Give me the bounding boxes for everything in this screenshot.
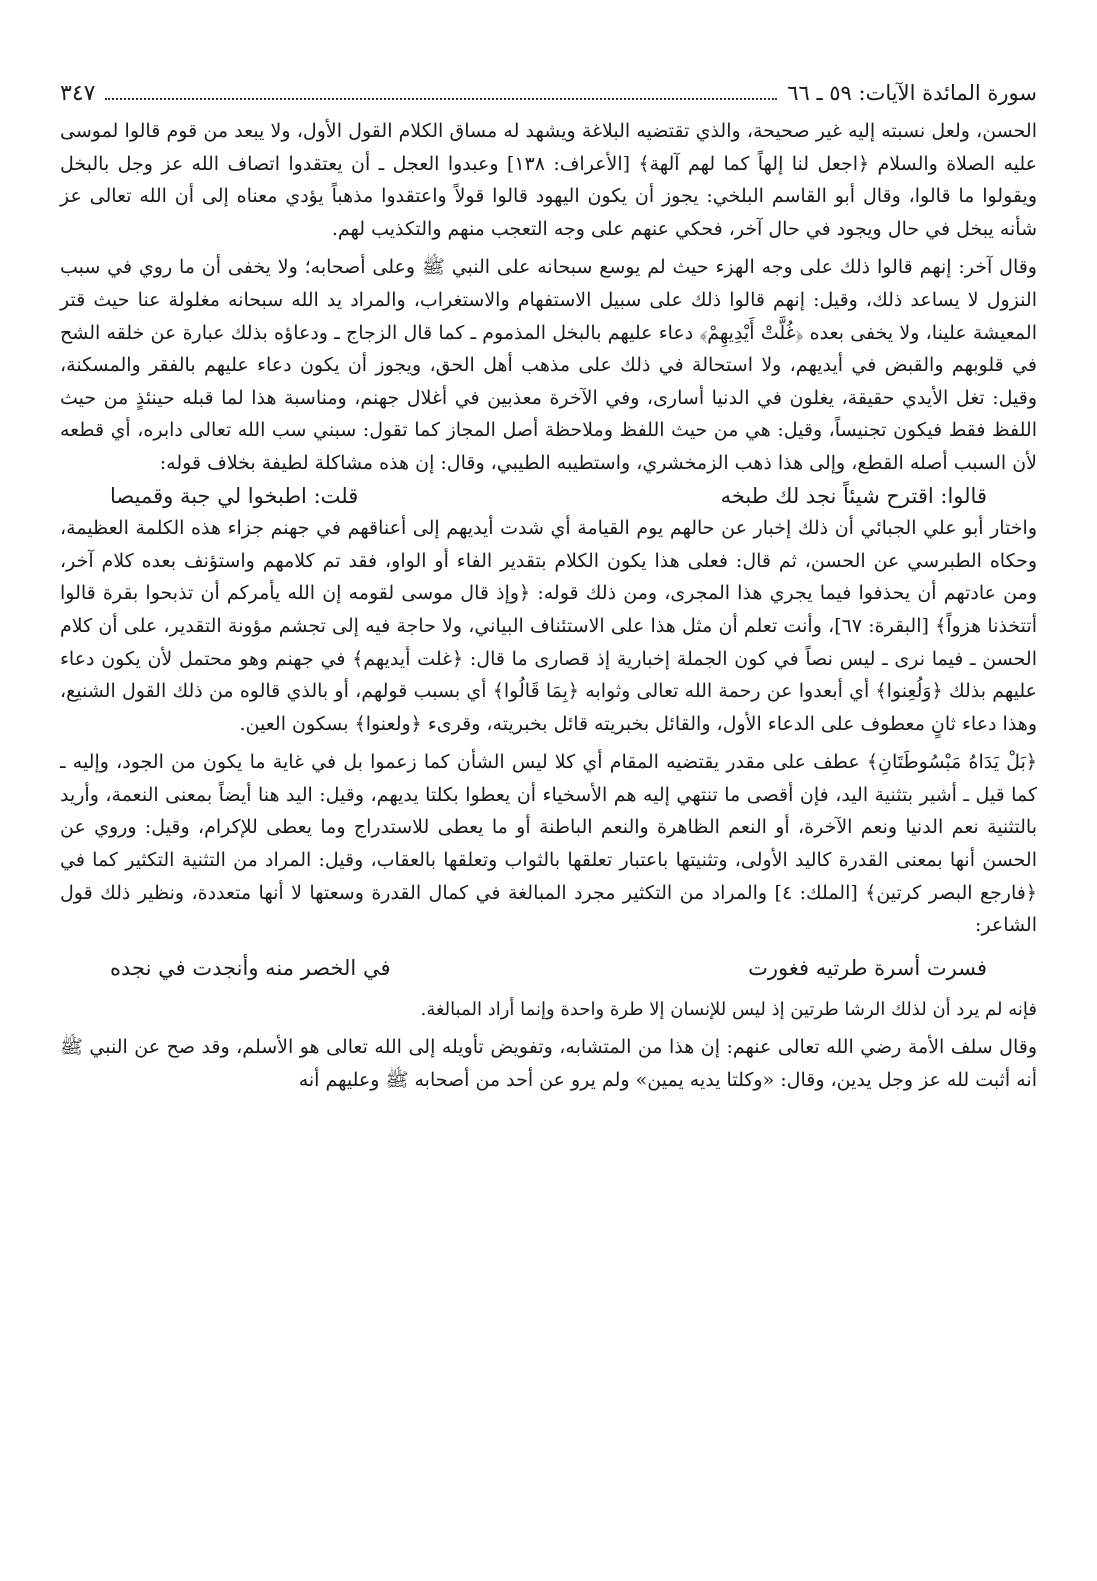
- document-page: [60, 78, 1037, 1097]
- paragraph-4: ﴿بَلْ يَدَاهُ مَبْسُوطَتَانِ﴾ عطف على مقدر يقتضيه المقام أي كلا ليس الشأن كما زعموا بل في غاية ما يكون من الجود، وإليه ـ كما قيل ـ أشير بتثنية اليد، فإن أقصى ما تنتهي إليه هم الأسخياء أن يعطوا بكلتا يديهم، وقيل: اليد هنا أيضاً بمعنى النعمة، وأريد بالتثنية نعم الدنيا ونعم الآخرة، أو النعم الظاهرة والنعم الباطنة أو ما يعطى للاستدراج وما يعطى للإكرام، وقيل: وروي عن الحسن أنها بمعنى القدرة كاليد الأولى، وتثنيتها باعتبار تعلقها بالثواب وتعلقها بالعقاب، وقيل: المراد من التثنية التكثير كما في ﴿فارجع البصر كرتين﴾ [الملك: ٤] والمراد من التكثير مجرد المبالغة في كمال القدرة وسعتها لا أنها متعددة، ونظير ذلك قول الشاعر:: [60, 751, 1037, 937]
- paragraph-6: وقال سلف الأمة رضي الله تعالى عنهم: إن هذا من المتشابه، وتفويض تأويله إلى الله تعالى هو الأسلم، وقد صح عن النبي ﷺ أنه أثبت لله عز وجل يدين، وقال: «وكلتا يديه يمين» ولم يرو عن أحد من أصحابه ﷺ وعليهم أنه: [60, 1036, 1037, 1092]
- page-header: [60, 78, 1037, 115]
- page-number: ٣٤٧: [60, 81, 96, 106]
- paragraph-2: وقال آخر: إنهم قالوا ذلك على وجه الهزء حيث لم يوسع سبحانه على النبي ﷺ وعلى أصحابه؛ ولا يخفى أن ما روي في سبب النزول لا يساعد ذلك، وقيل: إنهم قالوا ذلك على سبيل الاستفهام والاستغراب، والمراد يد الله سبحانه مغلولة عنا حيث قتر المعيشة علينا، ولا يخفى بعده ﴿غُلَّتْ أَيْدِيهِمْ﴾ دعاء عليهم بالبخل المذموم ـ كما قال الزجاج ـ ودعاؤه بذلك عبارة عن خلقه الشح في قلوبهم والقبض في أيديهم، ولا استحالة في ذلك على مذهب أهل الحق، ويجوز أن يكون دعاء عليهم بالفقر والمسكنة، وقيل: تغل الأيدي حقيقة، يغلون في الدنيا أسارى، وفي الآخرة معذبين في أغلال جهنم، ومناسبة هذا لما قبله حينئذٍ من حيث اللفظ فقط فيكون تجنيساً، وقيل: هي من حيث اللفظ وملاحظة أصل المجاز كما تقول: سبني سب الله تعالى دابره، أي قطعه لأن السبب أصله القطع، وإلى هذا ذهب الزمخشري، واستطيبه الطيبي، وقال: إن هذه مشاكلة لطيفة بخلاف قوله:: [60, 256, 1037, 474]
- running-title: سورة المائدة الآيات: ٥٩ ـ ٦٦: [787, 81, 1037, 105]
- poetry-verse-1: [60, 480, 1037, 513]
- paragraph-5: فإنه لم يرد أن لذلك الرشا طرتين إذ ليس للإنسان إلا طرة واحدة وإنما أراد المبالغة.: [420, 999, 1037, 1021]
- paragraph-1: الحسن، ولعل نسبته إليه غير صحيحة، والذي تقتضيه البلاغة ويشهد له مساق الكلام القول الأول، ولا يبعد من قوم قالوا لموسى عليه الصلاة والسلام ﴿اجعل لنا إلهاً كما لهم آلهة﴾ [الأعراف: ١٣٨] وعبدوا العجل ـ أن يعتقدوا اتصاف الله عز وجل بالبخل ويقولوا ما قالوا، وقال أبو القاسم البلخي: يجوز أن يكون اليهود قالوا قولاً واعتقدوا مذهباً يؤدي معناه إلى أن الله تعالى عز شأنه يبخل في حال ويجود في حال آخر، فحكي عنهم على وجه التعجب منهم والتكذيب لهم.: [60, 120, 1037, 240]
- poetry-verse-2: [60, 952, 1037, 985]
- verse-1-first-hemistich: قالوا: اقترح شيئاً نجد لك طبخه: [720, 483, 987, 508]
- dot-leader: [105, 78, 777, 100]
- verse-1-second-hemistich: قلت: اطبخوا لي جبة وقميصا: [110, 483, 359, 508]
- paragraph-3: واختار أبو علي الجبائي أن ذلك إخبار عن حالهم يوم القيامة أي شدت أيديهم إلى أعناقهم في جهنم جزاء هذه الكلمة العظيمة، وحكاه الطبرسي عن الحسن، ثم قال: فعلى هذا يكون الكلام بتقدير الفاء أو الواو، فقد تم كلامهم واستؤنف بعده كلام آخر، ومن عادتهم أن يحذفوا فيما يجري هذا المجرى، ومن ذلك قوله: ﴿وإذ قال موسى لقومه إن الله يأمركم أن تذبحوا بقرة قالوا أتتخذنا هزواً﴾ [البقرة: ٦٧]، وأنت تعلم أن مثل هذا على الاستئناف البياني، ولا حاجة فيه إلى تجشم مؤونة التقدير، على أن كلام الحسن ـ فيما نرى ـ ليس نصاً في كون الجملة إخبارية إذ قصارى ما قال: ﴿غلت أيديهم﴾ في جهنم وهو محتمل لأن يكون دعاء عليهم بذلك ﴿وَلُعِنوا﴾ أي أبعدوا عن رحمة الله تعالى وثوابه ﴿بِمَا قَالُوا﴾ أي بسبب قولهم، أو بالذي قالوه من ذلك القول الشنيع، وهذا دعاء ثانٍ معطوف على الدعاء الأول، والقائل بخبريته قائل بخبريته، وقرىء ﴿ولعنوا﴾ بسكون العين.: [60, 517, 1037, 735]
- verse-2-second-hemistich: في الخصر منه وأنجدت في نجده: [110, 955, 391, 980]
- verse-2-first-hemistich: فسرت أسرة طرتيه فغورت: [748, 955, 987, 980]
